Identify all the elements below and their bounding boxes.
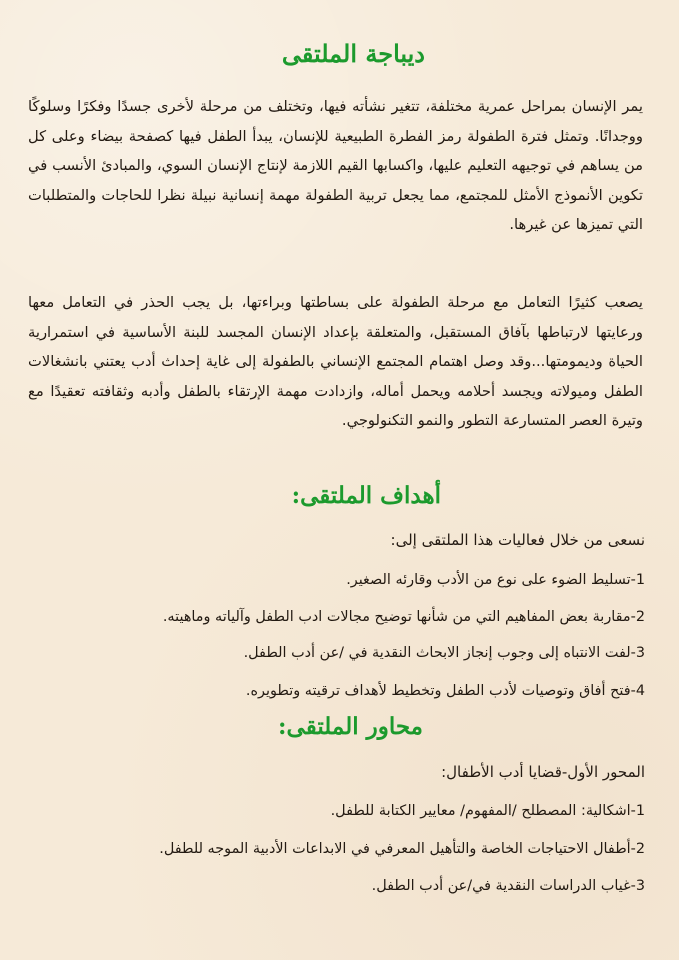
preamble-heading-text: ديباجة الملتقى bbox=[281, 39, 425, 68]
axes-section bbox=[28, 756, 645, 946]
axes-heading-colon: : bbox=[278, 713, 287, 740]
objective-item-4: 4-فتح أفاق وتوصيات لأدب الطفل وتخطيط لأهداف ترقيته وتطويره. bbox=[245, 683, 645, 699]
axis-item-2: 2-أطفال الاحتياجات الخاصة والتأهيل المعرفي في الابداعات الأدبية الموجه للطفل. bbox=[159, 841, 645, 857]
objectives-intro: نسعى من خلال فعاليات هذا الملتقى إلى: bbox=[390, 531, 645, 549]
objectives-section bbox=[28, 524, 645, 714]
preamble-paragraph-2: يصعب كثيرًا التعامل مع مرحلة الطفولة على بساطتها وبراءتها، بل يجب الحذر في التعامل معها ورعايتها لارتباطها بآفاق المستقبل، والمتعلقة بإعداد الإنسان المجسد للبنة الأساسية في استمرارية الحياة وديمومتها...وقد وصل اهتمام المجتمع الإنساني بالطفولة إلى غاية إحداث أدب يعتني بانشغالات الطفل وميولاته ويجسد أحلامه ويحمل أماله، وازدادت مهمة الإرتقاء بالطفل وأدبه وثقافته تعقيدًا مع وتيرة العصر المتسارعة التطور والنمو التكنولوجي. bbox=[28, 294, 643, 430]
objectives-heading-text: أهداف الملتقى bbox=[300, 482, 441, 509]
first-axis-title: المحور الأول-قضايا أدب الأطفال: bbox=[441, 763, 645, 781]
axes-heading bbox=[278, 715, 423, 738]
axes-heading-text: محاور الملتقى bbox=[286, 713, 423, 740]
objective-item-1: 1-تسليط الضوء على نوع من الأدب وقارئه الصغير. bbox=[346, 572, 645, 588]
objectives-heading bbox=[292, 484, 441, 507]
objectives-heading-colon: : bbox=[291, 482, 301, 509]
objective-item-2: 2-مقاربة بعض المفاهيم التي من شأنها توضيح مجالات ادب الطفل وآلياته وماهيته. bbox=[162, 609, 645, 625]
preamble-paragraph-1: يمر الإنسان بمراحل عمرية مختلفة، تتغير نشأته فيها، وتختلف من مرحلة لأخرى جسدًا وفكرًا وسلوكًا ووجدانًا. وتمثل فترة الطفولة رمز الفطرة الطبيعية للإنسان، يبدأ الطفل فيها كصفحة بيضاء وعلى كل من يساهم في توجيهه التعليم عليها، واكسابها القيم اللازمة لإنتاج الإنسان السوي، والمبادئ الأنسب في تكوين الأنموذج الأمثل للمجتمع، مما يجعل تربية الطفولة مهمة إنسانية نبيلة نظرا للحاجات والمتطلبات التي تميزها عن غيرها. bbox=[28, 98, 643, 234]
axis-item-1: 1-اشكالية: المصطلح /المفهوم/ معايير الكتابة للطفل. bbox=[330, 803, 645, 819]
axis-item-3: 3-غياب الدراسات النقدية في/عن أدب الطفل. bbox=[371, 878, 645, 894]
objective-item-3: 3-لفت الانتباه إلى وجوب إنجاز الابحاث النقدية في /عن أدب الطفل. bbox=[243, 645, 645, 661]
preamble-heading bbox=[281, 39, 425, 68]
